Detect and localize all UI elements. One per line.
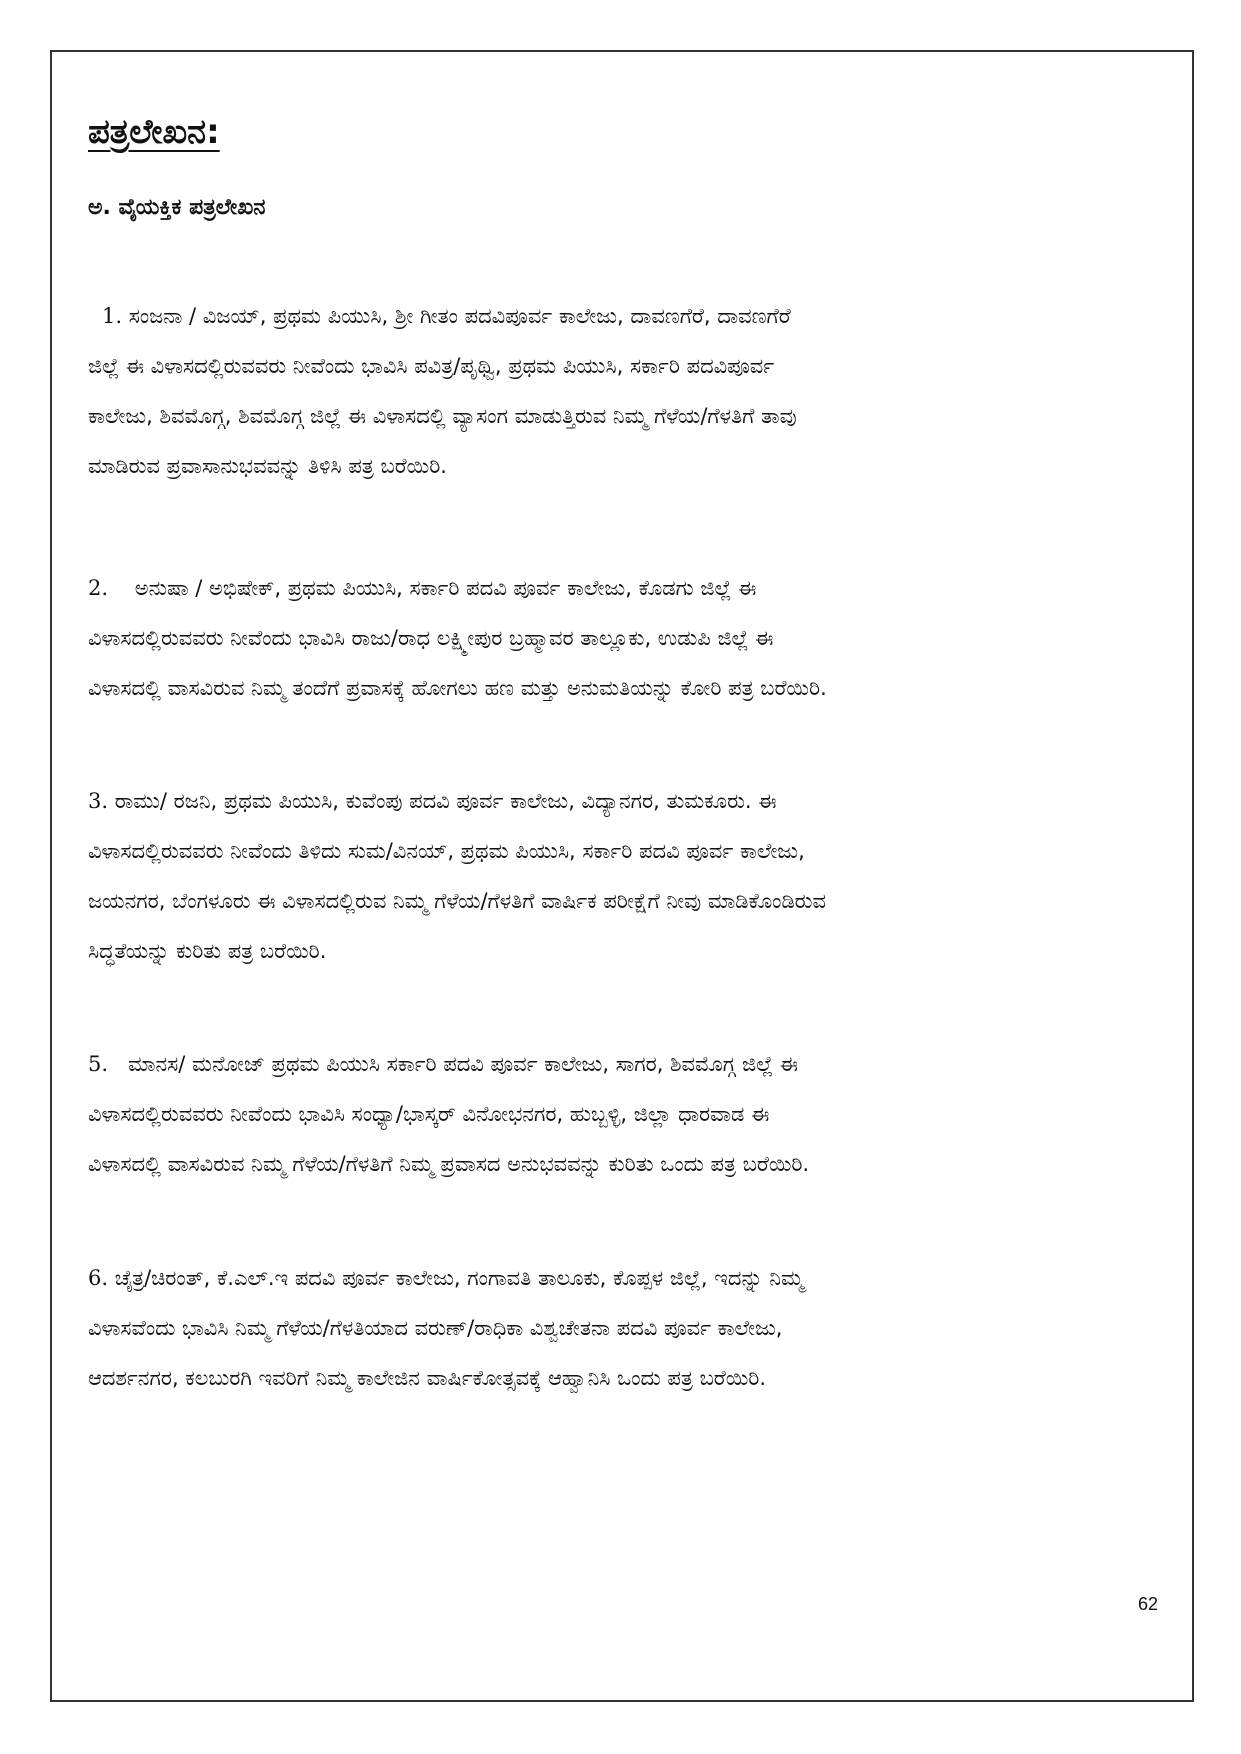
question-line: 6. ಚೈತ್ರ/ಚಿರಂತ್, ಕೆ.ಎಲ್.ಇ ಪದವಿ ಪೂರ್ವ ಕಾಲೇಜು, ಗಂಗಾವತಿ ತಾಲೂಕು, ಕೊಪ್ಪಳ ಜಿಲ್ಲೆ, ಇದನ್ನು ನಿಮ್ಮ bbox=[88, 1266, 804, 1290]
question-line: ವಿಳಾಸವೆಂದು ಭಾವಿಸಿ ನಿಮ್ಮ ಗೆಳೆಯ/ಗೆಳತಿಯಾದ ವರುಣ್/ರಾಧಿಕಾ ವಿಶ್ವಚೇತನಾ ಪದವಿ ಪೂರ್ವ ಕಾಲೇಜು, bbox=[88, 1316, 783, 1340]
page-title: ಪತ್ರಲೇಖನ: bbox=[88, 112, 220, 152]
question-6 bbox=[88, 1260, 1158, 1410]
question-line: ಮಾಡಿರುವ ಪ್ರವಾಸಾನುಭವವನ್ನು ತಿಳಿಸಿ ಪತ್ರ ಬರೆಯಿರಿ. bbox=[88, 454, 447, 478]
question-2 bbox=[88, 570, 1158, 720]
question-line: 3. ರಾಮು/ ರಜನಿ, ಪ್ರಥಮ ಪಿಯುಸಿ, ಕುವೆಂಪು ಪದವಿ ಪೂರ್ವ ಕಾಲೇಜು, ವಿದ್ಯಾನಗರ, ತುಮಕೂರು. ಈ bbox=[88, 789, 777, 813]
question-line: 2. ಅನುಷಾ / ಅಭಿಷೇಕ್, ಪ್ರಥಮ ಪಿಯುಸಿ, ಸರ್ಕಾರಿ ಪದವಿ ಪೂರ್ವ ಕಾಲೇಜು, ಕೊಡಗು ಜಿಲ್ಲೆ ಈ bbox=[88, 576, 757, 600]
question-line: ವಿಳಾಸದಲ್ಲಿ ವಾಸವಿರುವ ನಿಮ್ಮ ಗೆಳೆಯ/ಗೆಳತಿಗೆ ನಿಮ್ಮ ಪ್ರವಾಸದ ಅನುಭವವನ್ನು ಕುರಿತು ಒಂದು ಪತ್ರ ಬರೆಯಿರಿ. bbox=[88, 1152, 810, 1176]
question-line: 1. ಸಂಜನಾ / ವಿಜಯ್, ಪ್ರಥಮ ಪಿಯುಸಿ, ಶ್ರೀ ಗೀತಂ ಪದವಿಪೂರ್ವ ಕಾಲೇಜು, ದಾವಣಗೆರೆ, ದಾವಣಗೆರೆ bbox=[102, 304, 791, 328]
question-line: ಜಿಲ್ಲೆ ಈ ವಿಳಾಸದಲ್ಲಿರುವವರು ನೀವೆಂದು ಭಾವಿಸಿ ಪವಿತ್ರ/ಪೃಥ್ವಿ, ಪ್ರಥಮ ಪಿಯುಸಿ, ಸರ್ಕಾರಿ ಪದವಿಪೂರ್ವ bbox=[88, 354, 775, 378]
question-line: ವಿಳಾಸದಲ್ಲಿ ವಾಸವಿರುವ ನಿಮ್ಮ ತಂದೆಗೆ ಪ್ರವಾಸಕ್ಕೆ ಹೋಗಲು ಹಣ ಮತ್ತು ಅನುಮತಿಯನ್ನು ಕೋರಿ ಪತ್ರ ಬರೆಯಿರಿ. bbox=[88, 676, 827, 700]
question-line: ಆದರ್ಶನಗರ, ಕಲಬುರಗಿ ಇವರಿಗೆ ನಿಮ್ಮ ಕಾಲೇಜಿನ ವಾರ್ಷಿಕೋತ್ಸವಕ್ಕೆ ಆಹ್ವಾನಿಸಿ ಒಂದು ಪತ್ರ ಬರೆಯಿರಿ. bbox=[88, 1366, 767, 1390]
page-number: 62 bbox=[1138, 1594, 1159, 1614]
question-1 bbox=[88, 298, 1172, 498]
question-line: ಜಯನಗರ, ಬೆಂಗಳೂರು ಈ ವಿಳಾಸದಲ್ಲಿರುವ ನಿಮ್ಮ ಗೆಳೆಯ/ಗೆಳತಿಗೆ ವಾರ್ಷಿಕ ಪರೀಕ್ಷೆಗೆ ನೀವು ಮಾಡಿಕೊಂಡಿರುವ bbox=[88, 889, 826, 913]
question-line: ವಿಳಾಸದಲ್ಲಿರುವವರು ನೀವೆಂದು ಭಾವಿಸಿ ಸಂಧ್ಯಾ/ಭಾಸ್ಕರ್ ವಿನೋಭನಗರ, ಹುಬ್ಬಳ್ಳಿ, ಜಿಲ್ಲಾ ಧಾರವಾಡ ಈ bbox=[88, 1102, 770, 1126]
question-line: ಕಾಲೇಜು, ಶಿವಮೊಗ್ಗ, ಶಿವಮೊಗ್ಗ ಜಿಲ್ಲೆ ಈ ವಿಳಾಸದಲ್ಲಿ ವ್ಯಾಸಂಗ ಮಾಡುತ್ತಿರುವ ನಿಮ್ಮ ಗೆಳೆಯ/ಗೆಳತಿಗೆ ತಾವು bbox=[88, 404, 797, 428]
question-line: 5. ಮಾನಸ/ ಮನೋಜ್ ಪ್ರಥಮ ಪಿಯುಸಿ ಸರ್ಕಾರಿ ಪದವಿ ಪೂರ್ವ ಕಾಲೇಜು, ಸಾಗರ, ಶಿವಮೊಗ್ಗ ಜಿಲ್ಲೆ ಈ bbox=[88, 1052, 798, 1076]
question-line: ವಿಳಾಸದಲ್ಲಿರುವವರು ನೀವೆಂದು ಭಾವಿಸಿ ರಾಜು/ರಾಧ ಲಕ್ಷ್ಮೀಪುರ ಬ್ರಹ್ಮಾವರ ತಾಲ್ಲೂಕು, ಉಡುಪಿ ಜಿಲ್ಲೆ ಈ bbox=[88, 626, 774, 650]
question-3 bbox=[88, 783, 1158, 983]
section-heading: ಅ. ವೈಯಕ್ತಿಕ ಪತ್ರಲೇಖನ bbox=[88, 195, 266, 220]
question-line: ವಿಳಾಸದಲ್ಲಿರುವವರು ನೀವೆಂದು ತಿಳಿದು ಸುಮ/ವಿನಯ್, ಪ್ರಥಮ ಪಿಯುಸಿ, ಸರ್ಕಾರಿ ಪದವಿ ಪೂರ್ವ ಕಾಲೇಜು, bbox=[88, 839, 805, 863]
question-5 bbox=[88, 1046, 1158, 1196]
question-line: ಸಿದ್ಧತೆಯನ್ನು ಕುರಿತು ಪತ್ರ ಬರೆಯಿರಿ. bbox=[88, 939, 327, 963]
